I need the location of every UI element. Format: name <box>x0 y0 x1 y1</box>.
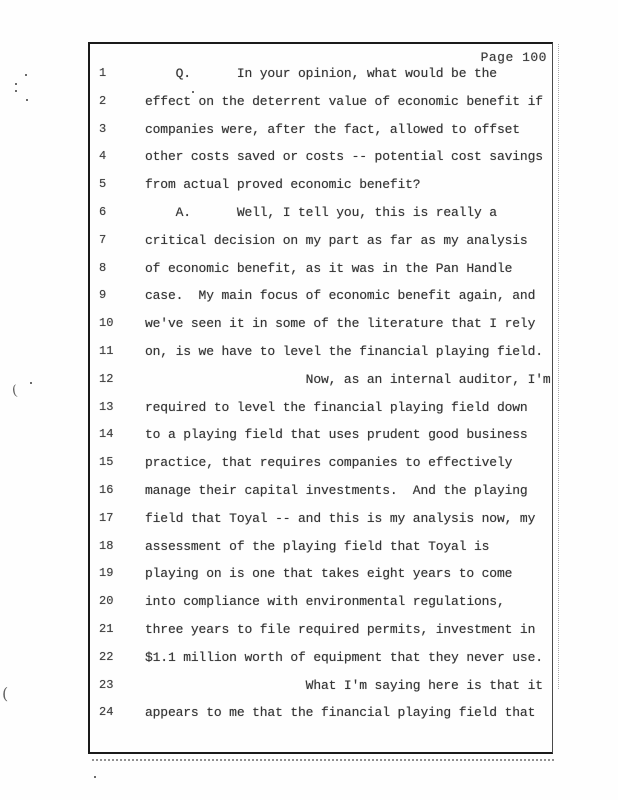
transcript-row <box>90 594 552 622</box>
transcript-line-text: manage their capital investments. And the playing <box>145 482 528 498</box>
transcript-row <box>90 622 552 650</box>
line-number: 20 <box>99 594 114 609</box>
transcript-line-text: other costs saved or costs -- potential cost savings <box>145 149 543 165</box>
scan-noise-mark: ( <box>2 684 9 703</box>
line-number: 11 <box>99 343 114 358</box>
transcript-line-text: three years to file required permits, investment in <box>145 621 536 637</box>
line-number: 15 <box>99 455 114 470</box>
page-number-label: Page 100 <box>480 50 547 65</box>
line-number: 14 <box>99 427 114 442</box>
transcript-line-text: $1.1 million worth of equipment that they never use. <box>145 649 543 665</box>
line-number: 12 <box>99 371 114 386</box>
transcript-row <box>90 149 552 177</box>
line-number: 10 <box>99 316 114 331</box>
transcript-row <box>90 261 552 289</box>
scan-noise-dot <box>94 776 96 778</box>
line-number: 8 <box>99 260 107 275</box>
transcript-row <box>90 650 552 678</box>
scan-noise-dotted-line <box>92 759 554 761</box>
transcript-line-text: A. Well, I tell you, this is really a <box>145 204 497 220</box>
transcript-row <box>90 511 552 539</box>
line-number: 5 <box>99 177 107 192</box>
transcript-row <box>90 427 552 455</box>
scan-noise-right-edge <box>558 44 559 689</box>
transcript-line-text: Now, as an internal auditor, I'm <box>145 371 551 387</box>
transcript-row <box>90 372 552 400</box>
transcript-line-text: into compliance with environmental regulations, <box>145 594 505 610</box>
transcript-row <box>90 483 552 511</box>
line-number: 9 <box>99 288 107 303</box>
transcript-row <box>90 205 552 233</box>
line-number: 6 <box>99 204 107 219</box>
scan-noise-dot <box>26 99 28 101</box>
scan-noise-dot <box>15 90 17 92</box>
transcript-row <box>90 539 552 567</box>
transcript-row <box>90 288 552 316</box>
transcript-line-text: assessment of the playing field that Toyal is <box>145 538 490 554</box>
transcript-line-text: Q. In your opinion, what would be the <box>145 66 497 81</box>
transcript-line-text: What I'm saying here is that it <box>145 677 543 693</box>
line-number: 2 <box>99 93 107 108</box>
line-number: 13 <box>99 399 114 414</box>
line-number: 18 <box>99 538 114 553</box>
line-number: 4 <box>99 149 107 164</box>
transcript-line-text: companies were, after the fact, allowed to offset <box>145 121 520 137</box>
transcript-row <box>90 678 552 706</box>
scan-noise-mark: ( <box>10 382 19 400</box>
transcript-row <box>90 400 552 428</box>
transcript-line-text: appears to me that the financial playing field that <box>145 705 536 721</box>
transcript-row <box>90 316 552 344</box>
line-number: 1 <box>99 66 107 80</box>
transcript-line-text: critical decision on my part as far as my analysis <box>145 232 528 248</box>
line-number: 17 <box>99 510 114 525</box>
line-number: 7 <box>99 232 107 247</box>
line-number: 23 <box>99 677 114 692</box>
transcript-row <box>90 94 552 122</box>
transcript-row <box>90 233 552 261</box>
scan-noise-dot <box>25 74 27 76</box>
scan-noise-dot <box>30 382 32 384</box>
transcript-row <box>90 122 552 150</box>
line-number: 16 <box>99 482 114 497</box>
transcript-line-text: field that Toyal -- and this is my analysis now, my <box>145 510 536 526</box>
transcript-line-text: case. My main focus of economic benefit again, and <box>145 288 536 304</box>
line-number: 19 <box>99 566 114 581</box>
transcript-line-text: practice, that requires companies to effectively <box>145 455 513 471</box>
transcript-row <box>90 66 552 94</box>
transcript-line-text: we've seen it in some of the literature that I rely <box>145 316 536 332</box>
transcript-row <box>90 566 552 594</box>
transcript-border-box <box>88 42 553 754</box>
transcript-line-text: playing on is one that takes eight years to come <box>145 566 513 582</box>
line-number: 24 <box>99 705 114 720</box>
transcript-lines <box>90 66 552 733</box>
transcript-row <box>90 177 552 205</box>
transcript-line-text: effect on the deterrent value of economic benefit if <box>145 93 543 109</box>
transcript-row <box>90 455 552 483</box>
scan-noise-dot <box>15 83 17 85</box>
transcript-row <box>90 705 552 733</box>
transcript-line-text: to a playing field that uses prudent good business <box>145 427 528 443</box>
transcript-row <box>90 344 552 372</box>
transcript-line-text: of economic benefit, as it was in the Pan Handle <box>145 260 513 276</box>
transcript-line-text: required to level the financial playing field down <box>145 399 528 415</box>
transcript-line-text: on, is we have to level the financial playing field. <box>145 343 543 359</box>
line-number: 3 <box>99 121 107 136</box>
line-number: 21 <box>99 621 114 636</box>
transcript-line-text: from actual proved economic benefit? <box>145 177 421 193</box>
line-number: 22 <box>99 649 114 664</box>
